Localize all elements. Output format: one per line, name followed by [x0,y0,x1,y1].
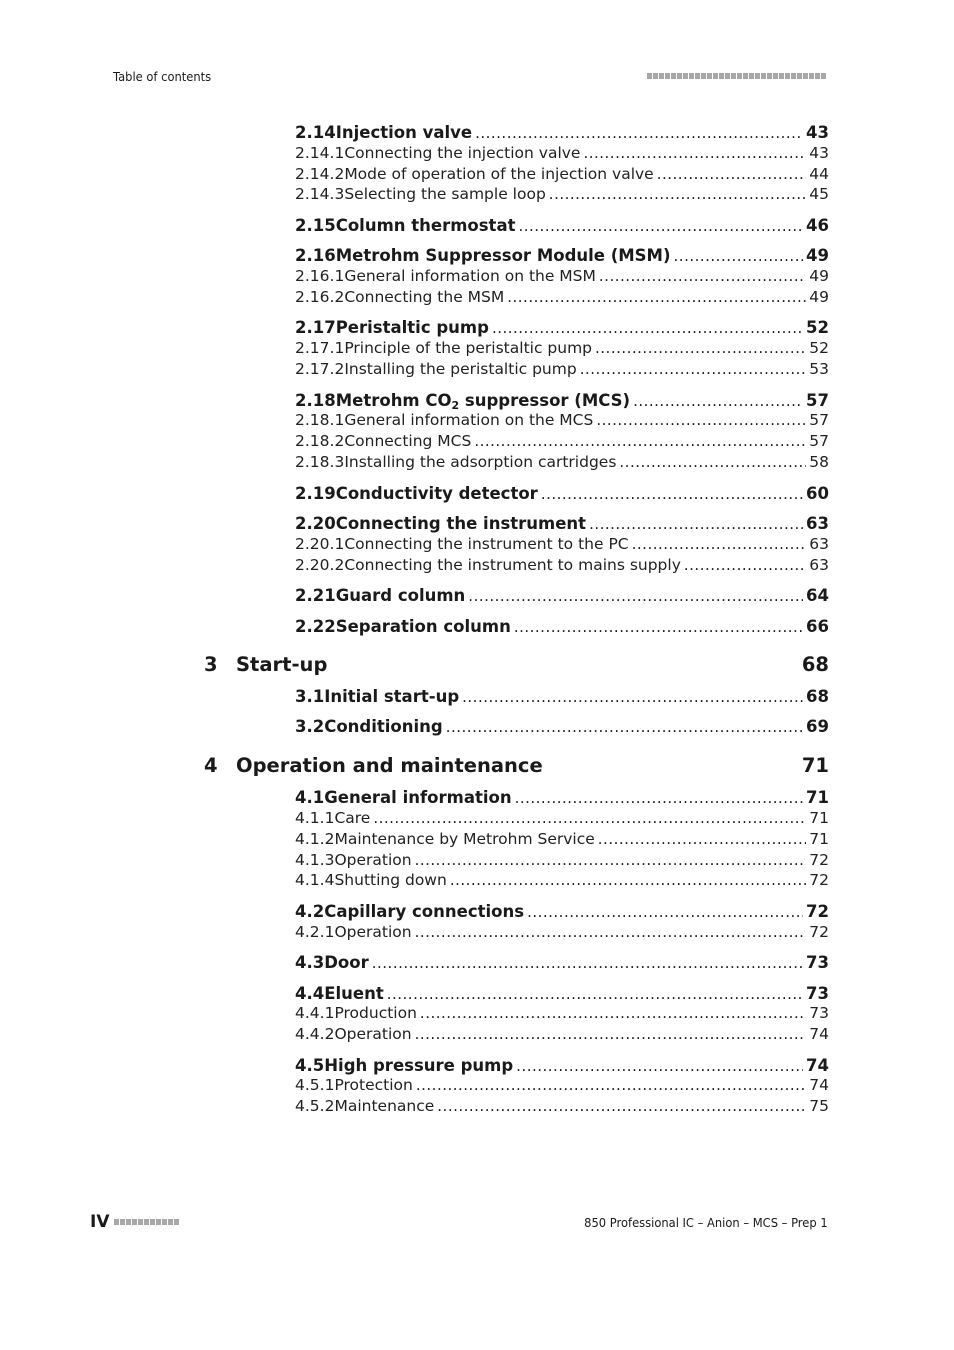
chapter-number: 4 [204,754,218,777]
toc-page-number: 53 [809,360,829,378]
toc-page-number: 73 [806,984,829,1003]
dot-leader [507,288,806,306]
dot-leader [437,1097,806,1115]
toc-title: Connecting the instrument to mains supply [344,556,681,574]
toc-number: 2.20.1 [295,535,345,553]
toc-chapter-4[interactable] [204,754,829,780]
dot-leader [475,124,803,142]
toc-page-number: 57 [806,391,829,410]
toc-number: 2.17 [295,318,336,337]
toc-title: Mode of operation of the injection valve [344,165,654,183]
toc-page-number: 72 [809,923,829,941]
toc-title: Operation [334,1025,412,1043]
chapter-title: Operation and maintenance [236,754,543,777]
toc-page-number: 49 [806,246,829,265]
toc-entry-4-1[interactable] [295,788,829,808]
toc-page-number: 71 [809,809,829,827]
dot-leader [549,185,806,203]
toc-title: Guard column [335,586,466,605]
toc-title: High pressure pump [324,1056,514,1075]
toc-title: Connecting MCS [344,432,472,450]
toc-entry-2-20-2[interactable] [295,556,829,576]
toc-page-number: 72 [809,851,829,869]
toc-page-number: 73 [809,1004,829,1022]
toc-entry-4-1-4[interactable] [295,871,829,891]
toc-title: Protection [334,1076,413,1094]
chapter-page-number: 71 [801,754,829,777]
toc-page-number: 57 [809,432,829,450]
toc-entry-2-17[interactable] [295,318,829,338]
toc-entry-4-5-1[interactable] [295,1076,829,1096]
toc-page-number: 43 [809,144,829,162]
toc-number: 2.14 [295,123,336,142]
toc-entry-2-14[interactable] [295,123,829,143]
document-title: 850 Professional IC – Anion – MCS – Prep 1 [584,1215,828,1230]
toc-number: 2.16 [295,246,336,265]
toc-number: 2.17.2 [295,360,345,378]
dot-leader [387,985,803,1003]
toc-page-number: 63 [806,514,829,533]
dot-leader [633,392,803,410]
toc-chapter-3[interactable] [204,653,829,679]
toc-number: 2.18 [295,391,336,410]
toc-number: 2.14.2 [295,165,345,183]
dot-leader [468,587,803,605]
dot-leader [518,217,803,235]
toc-page-number: 49 [809,288,829,306]
toc-entry-2-20-1[interactable] [295,535,829,555]
toc-entry-2-19[interactable] [295,484,829,504]
page-number-roman: IV [90,1212,110,1232]
toc-title: General information [324,788,512,807]
toc-number: 4.1.1 [295,809,335,827]
toc-number: 2.15 [295,216,336,235]
toc-page-number: 45 [809,185,829,203]
toc-number: 2.21 [295,586,336,605]
toc-page-number: 74 [809,1025,829,1043]
dot-leader [515,789,803,807]
dot-leader [684,556,806,574]
toc-title: Injection valve [335,123,473,142]
toc-number: 2.22 [295,617,336,636]
dot-leader [583,144,806,162]
toc-entry-4-3[interactable] [295,953,829,973]
toc-number: 4.1.3 [295,851,335,869]
toc-entry-2-21[interactable] [295,586,829,606]
toc-number: 4.1.4 [295,871,335,889]
toc-title: Installing the adsorption cartridges [344,453,617,471]
toc-entry-4-4[interactable] [295,984,829,1004]
dot-leader [373,809,806,827]
toc-number: 2.18.1 [295,411,345,429]
footer-decorative-squares [114,1219,179,1225]
toc-number: 4.5 [295,1056,325,1075]
dot-leader [446,718,803,736]
dot-leader [596,411,806,429]
toc-title: Capillary connections [324,902,525,921]
toc-title: Eluent [324,984,384,1003]
toc-page-number: 52 [806,318,829,337]
toc-entry-3-1[interactable] [295,687,829,707]
chapter-number: 3 [204,653,218,676]
dot-leader [619,453,806,471]
dot-leader [474,432,806,450]
dot-leader [632,535,807,553]
toc-entry-4-2-1[interactable] [295,923,829,943]
dot-leader [492,319,803,337]
toc-number: 2.14.3 [295,185,345,203]
toc-number: 4.4 [295,984,325,1003]
toc-number: 2.20.2 [295,556,345,574]
dot-leader [599,267,806,285]
toc-page-number: 57 [809,411,829,429]
subscript-two: 2 [451,399,460,412]
toc-title: General information on the MCS [344,411,594,429]
toc-entry-2-16[interactable] [295,246,829,266]
dot-leader [527,903,803,921]
toc-page-number: 74 [809,1076,829,1094]
toc-page-number: 69 [806,717,829,736]
toc-title: Initial start-up [324,687,460,706]
toc-number: 2.14.1 [295,144,345,162]
toc-title: Principle of the peristaltic pump [344,339,593,357]
toc-page-number: 43 [806,123,829,142]
toc-number: 4.2.1 [295,923,335,941]
toc-title: Operation [334,923,412,941]
toc-number: 3.2 [295,717,325,736]
toc-page-number: 71 [806,788,829,807]
dot-leader [420,1004,806,1022]
toc-page-number: 49 [809,267,829,285]
toc-title: Selecting the sample loop [344,185,546,203]
dot-leader [674,247,804,265]
toc-entry-2-22[interactable] [295,617,829,637]
toc-title: Peristaltic pump [335,318,489,337]
header-decorative-squares [647,73,826,79]
dot-leader [541,485,803,503]
running-header-title: Table of contents [113,69,212,84]
chapter-title: Start-up [236,653,328,676]
toc-entry-2-17-2[interactable] [295,360,829,380]
toc-number: 2.16.1 [295,267,345,285]
toc-page-number: 75 [809,1097,829,1115]
toc-title: Conductivity detector [335,484,538,503]
toc-entry-4-4-2[interactable] [295,1025,829,1045]
toc-page-number: 63 [809,535,829,553]
toc-entry-2-20[interactable] [295,514,829,534]
dot-leader [415,923,807,941]
toc-title: Conditioning [324,717,443,736]
toc-number: 2.20 [295,514,336,533]
toc-title: Production [334,1004,417,1022]
toc-title: Connecting the injection valve [344,144,581,162]
toc-title-part: suppressor (MCS) [459,391,631,410]
chapter-page-number: 68 [801,653,829,676]
dot-leader [589,515,803,533]
toc-entry-4-2[interactable] [295,902,829,922]
toc-page-number: 52 [809,339,829,357]
dot-leader [416,1076,806,1094]
toc-title: Separation column [335,617,511,636]
toc-title: Connecting the MSM [344,288,505,306]
dot-leader [514,618,803,636]
dot-leader [580,360,807,378]
toc-number: 4.1 [295,788,325,807]
dot-leader [372,954,803,972]
toc-number: 4.4.2 [295,1025,335,1043]
toc-number: 2.18.2 [295,432,345,450]
toc-page-number: 66 [806,617,829,636]
toc-title: Operation [334,851,412,869]
toc-title: Care [334,809,371,827]
toc-entry-3-2[interactable] [295,717,829,737]
toc-page-number: 68 [806,687,829,706]
toc-entry-2-18-3[interactable] [295,453,829,473]
toc-number: 4.4.1 [295,1004,335,1022]
toc-number: 4.1.2 [295,830,335,848]
toc-entry-2-17-1[interactable] [295,339,829,359]
toc-number: 2.19 [295,484,336,503]
toc-entry-4-1-2[interactable] [295,830,829,850]
toc-entry-2-18-1[interactable] [295,411,829,431]
toc-page-number: 74 [806,1056,829,1075]
toc-title-part: Metrohm CO [335,391,452,410]
dot-leader [595,339,806,357]
toc-page-number: 46 [806,216,829,235]
toc-number: 2.16.2 [295,288,345,306]
toc-entry-2-16-1[interactable] [295,267,829,287]
toc-number: 2.18.3 [295,453,345,471]
toc-number: 4.5.1 [295,1076,335,1094]
toc-entry-2-15[interactable] [295,216,829,236]
toc-number: 3.1 [295,687,325,706]
toc-title: Door [324,953,369,972]
dot-leader [516,1057,803,1075]
toc-page-number: 73 [806,953,829,972]
toc-title: Connecting the instrument [335,514,587,533]
toc-entry-4-5-2[interactable] [295,1097,829,1117]
toc-title [336,391,630,410]
toc-title: Installing the peristaltic pump [344,360,577,378]
toc-entry-4-1-3[interactable] [295,851,829,871]
toc-entry-2-14-1[interactable] [295,144,829,164]
toc-entry-2-16-2[interactable] [295,288,829,308]
dot-leader [415,1025,807,1043]
dot-leader [450,871,806,889]
toc-entry-2-18[interactable] [295,391,829,411]
dot-leader [598,830,806,848]
toc-entry-2-14-2[interactable] [295,165,829,185]
toc-page-number: 64 [806,586,829,605]
toc-entry-2-14-3[interactable] [295,185,829,205]
toc-page-number: 71 [809,830,829,848]
toc-entry-4-4-1[interactable] [295,1004,829,1024]
toc-number: 4.3 [295,953,325,972]
toc-number: 4.5.2 [295,1097,335,1115]
toc-page-number: 60 [806,484,829,503]
toc-page-number: 58 [809,453,829,471]
toc-number: 4.2 [295,902,325,921]
toc-page-number: 72 [809,871,829,889]
toc-title: General information on the MSM [344,267,596,285]
toc-entry-4-5[interactable] [295,1056,829,1076]
toc-page-number: 72 [806,902,829,921]
toc-title: Maintenance [334,1097,435,1115]
toc-page-number: 63 [809,556,829,574]
dot-leader [415,851,807,869]
toc-entry-2-18-2[interactable] [295,432,829,452]
toc-page-number: 44 [809,165,829,183]
toc-title: Metrohm Suppressor Module (MSM) [335,246,671,265]
dot-leader [462,688,803,706]
toc-number: 2.17.1 [295,339,345,357]
dot-leader [657,165,807,183]
toc-entry-4-1-1[interactable] [295,809,829,829]
toc-title: Maintenance by Metrohm Service [334,830,595,848]
toc-title: Column thermostat [335,216,516,235]
toc-title: Shutting down [334,871,447,889]
toc-title: Connecting the instrument to the PC [344,535,629,553]
